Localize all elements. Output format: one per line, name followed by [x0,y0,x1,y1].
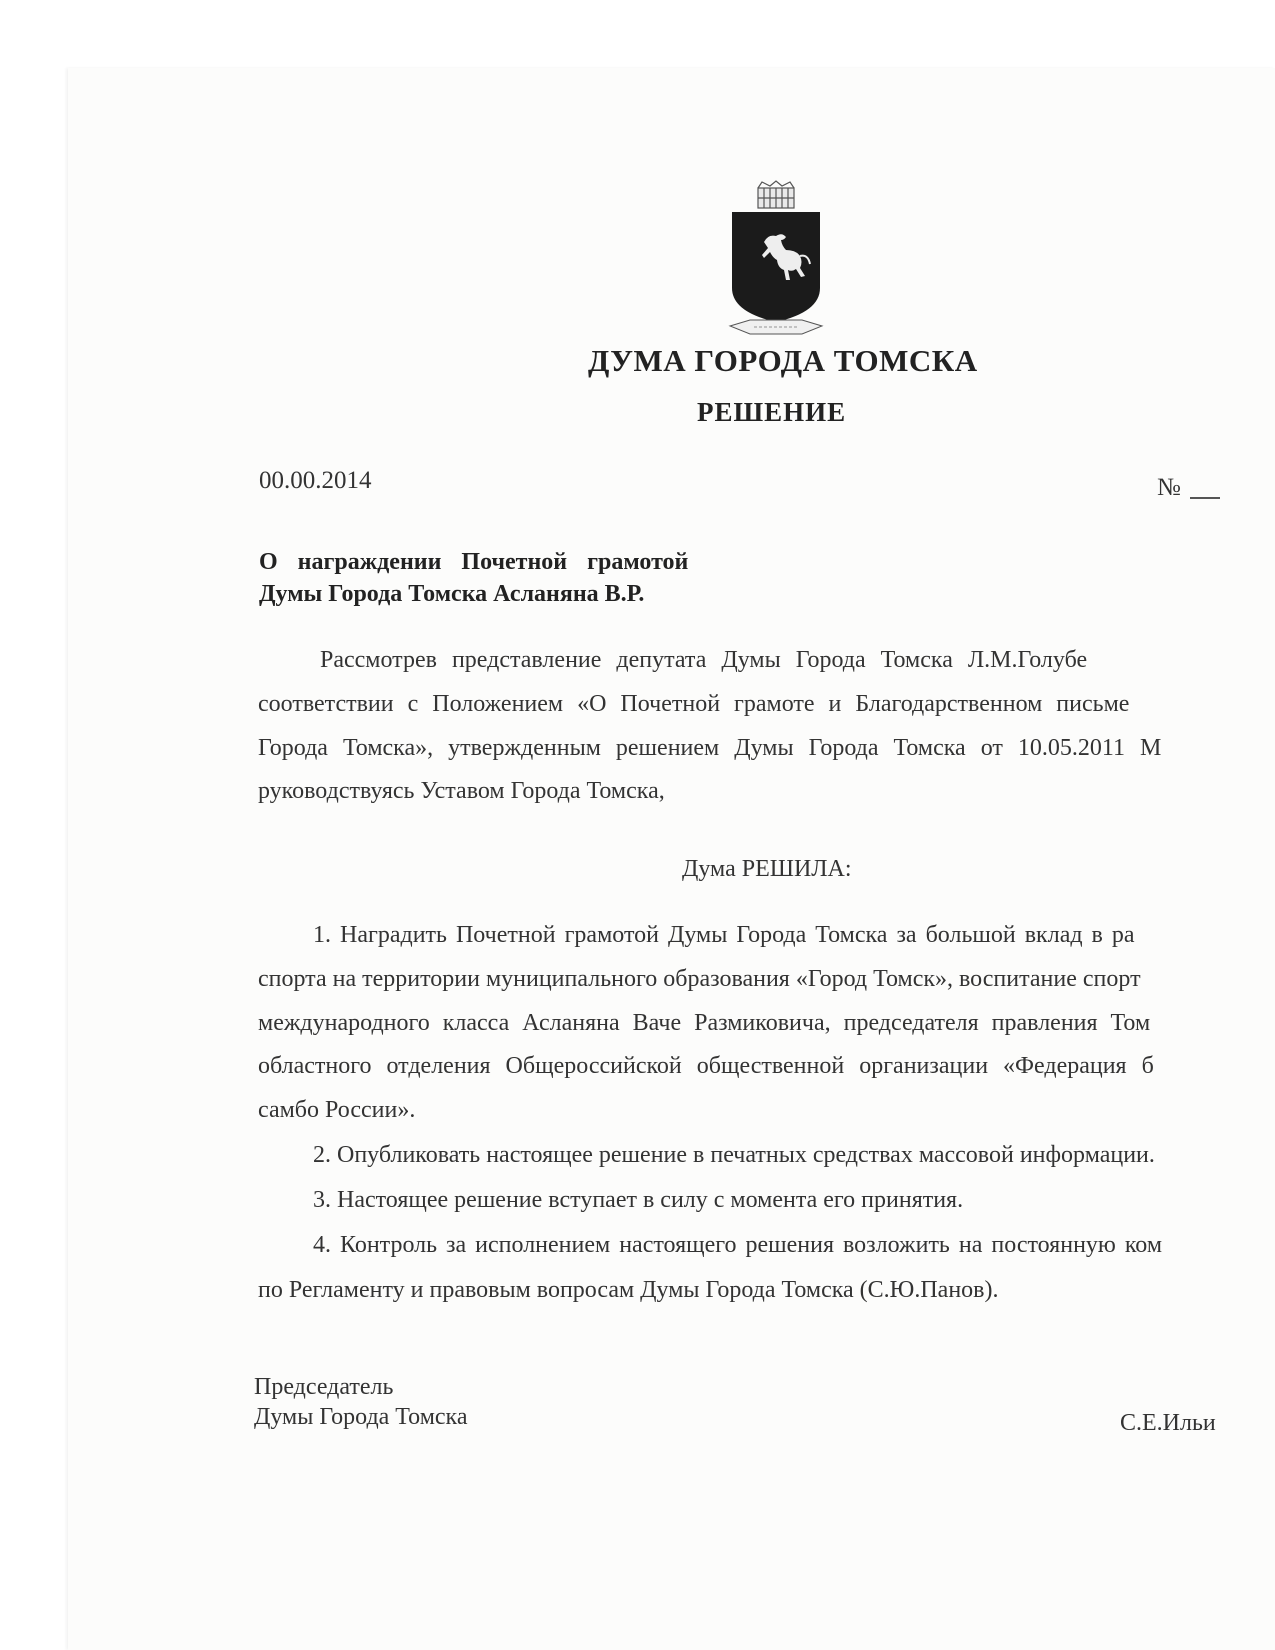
resolution-item-line: областного отделения Общероссийской общественной организации «Федерация б [258,1053,1154,1079]
document-subject [259,546,688,610]
preamble-line: соответствии с Положением «О Почетной грамоте и Благодарственном письме [258,691,1130,717]
document-type-heading: РЕШЕНИЕ [697,397,847,427]
document-number-label: № [1157,474,1181,501]
signer-name: С.Е.Ильи [1120,1410,1216,1436]
resolution-item-line: 1. Наградить Почетной грамотой Думы Города Томска за большой вклад в ра [313,922,1135,948]
resolution-item-line: спорта на территории муниципального образования «Город Томск», воспитание спорт [258,966,1141,992]
subject-line-1: О награждении Почетной грамотой [259,549,689,575]
resolution-item-line: 4. Контроль за исполнением настоящего решения возложить на постоянную ком [313,1232,1163,1258]
resolution-item-line: самбо России». [258,1097,416,1123]
resolution-intro: Дума РЕШИЛА: [682,856,852,882]
resolution-item-line: по Регламенту и правовым вопросам Думы Города Томска (С.Ю.Панов). [258,1277,999,1303]
signer-title-line-1: Председатель [254,1374,394,1400]
document-page [68,68,1275,1650]
subject-line-2: Думы Города Томска Асланяна В.Р. [259,581,645,607]
coat-of-arms-tomsk-icon [724,180,828,346]
preamble-line: руководствуясь Уставом Города Томска, [258,778,665,804]
org-heading: ДУМА ГОРОДА ТОМСКА [588,343,978,378]
preamble-line: Рассмотрев представление депутата Думы Города Томска Л.М.Голубе [320,647,1088,673]
preamble-line: Города Томска», утвержденным решением Думы Города Томска от 10.05.2011 М [258,735,1162,761]
document-date: 00.00.2014 [259,467,372,494]
resolution-item-line: 2. Опубликовать настоящее решение в печатных средствах массовой информации. [313,1142,1155,1168]
signer-title-line-2: Думы Города Томска [254,1404,468,1430]
resolution-item-line: 3. Настоящее решение вступает в силу с момента его принятия. [313,1187,964,1213]
resolution-item-line: международного класса Асланяна Ваче Размиковича, председателя правления Том [258,1010,1151,1036]
document-number-blank [1190,497,1220,499]
